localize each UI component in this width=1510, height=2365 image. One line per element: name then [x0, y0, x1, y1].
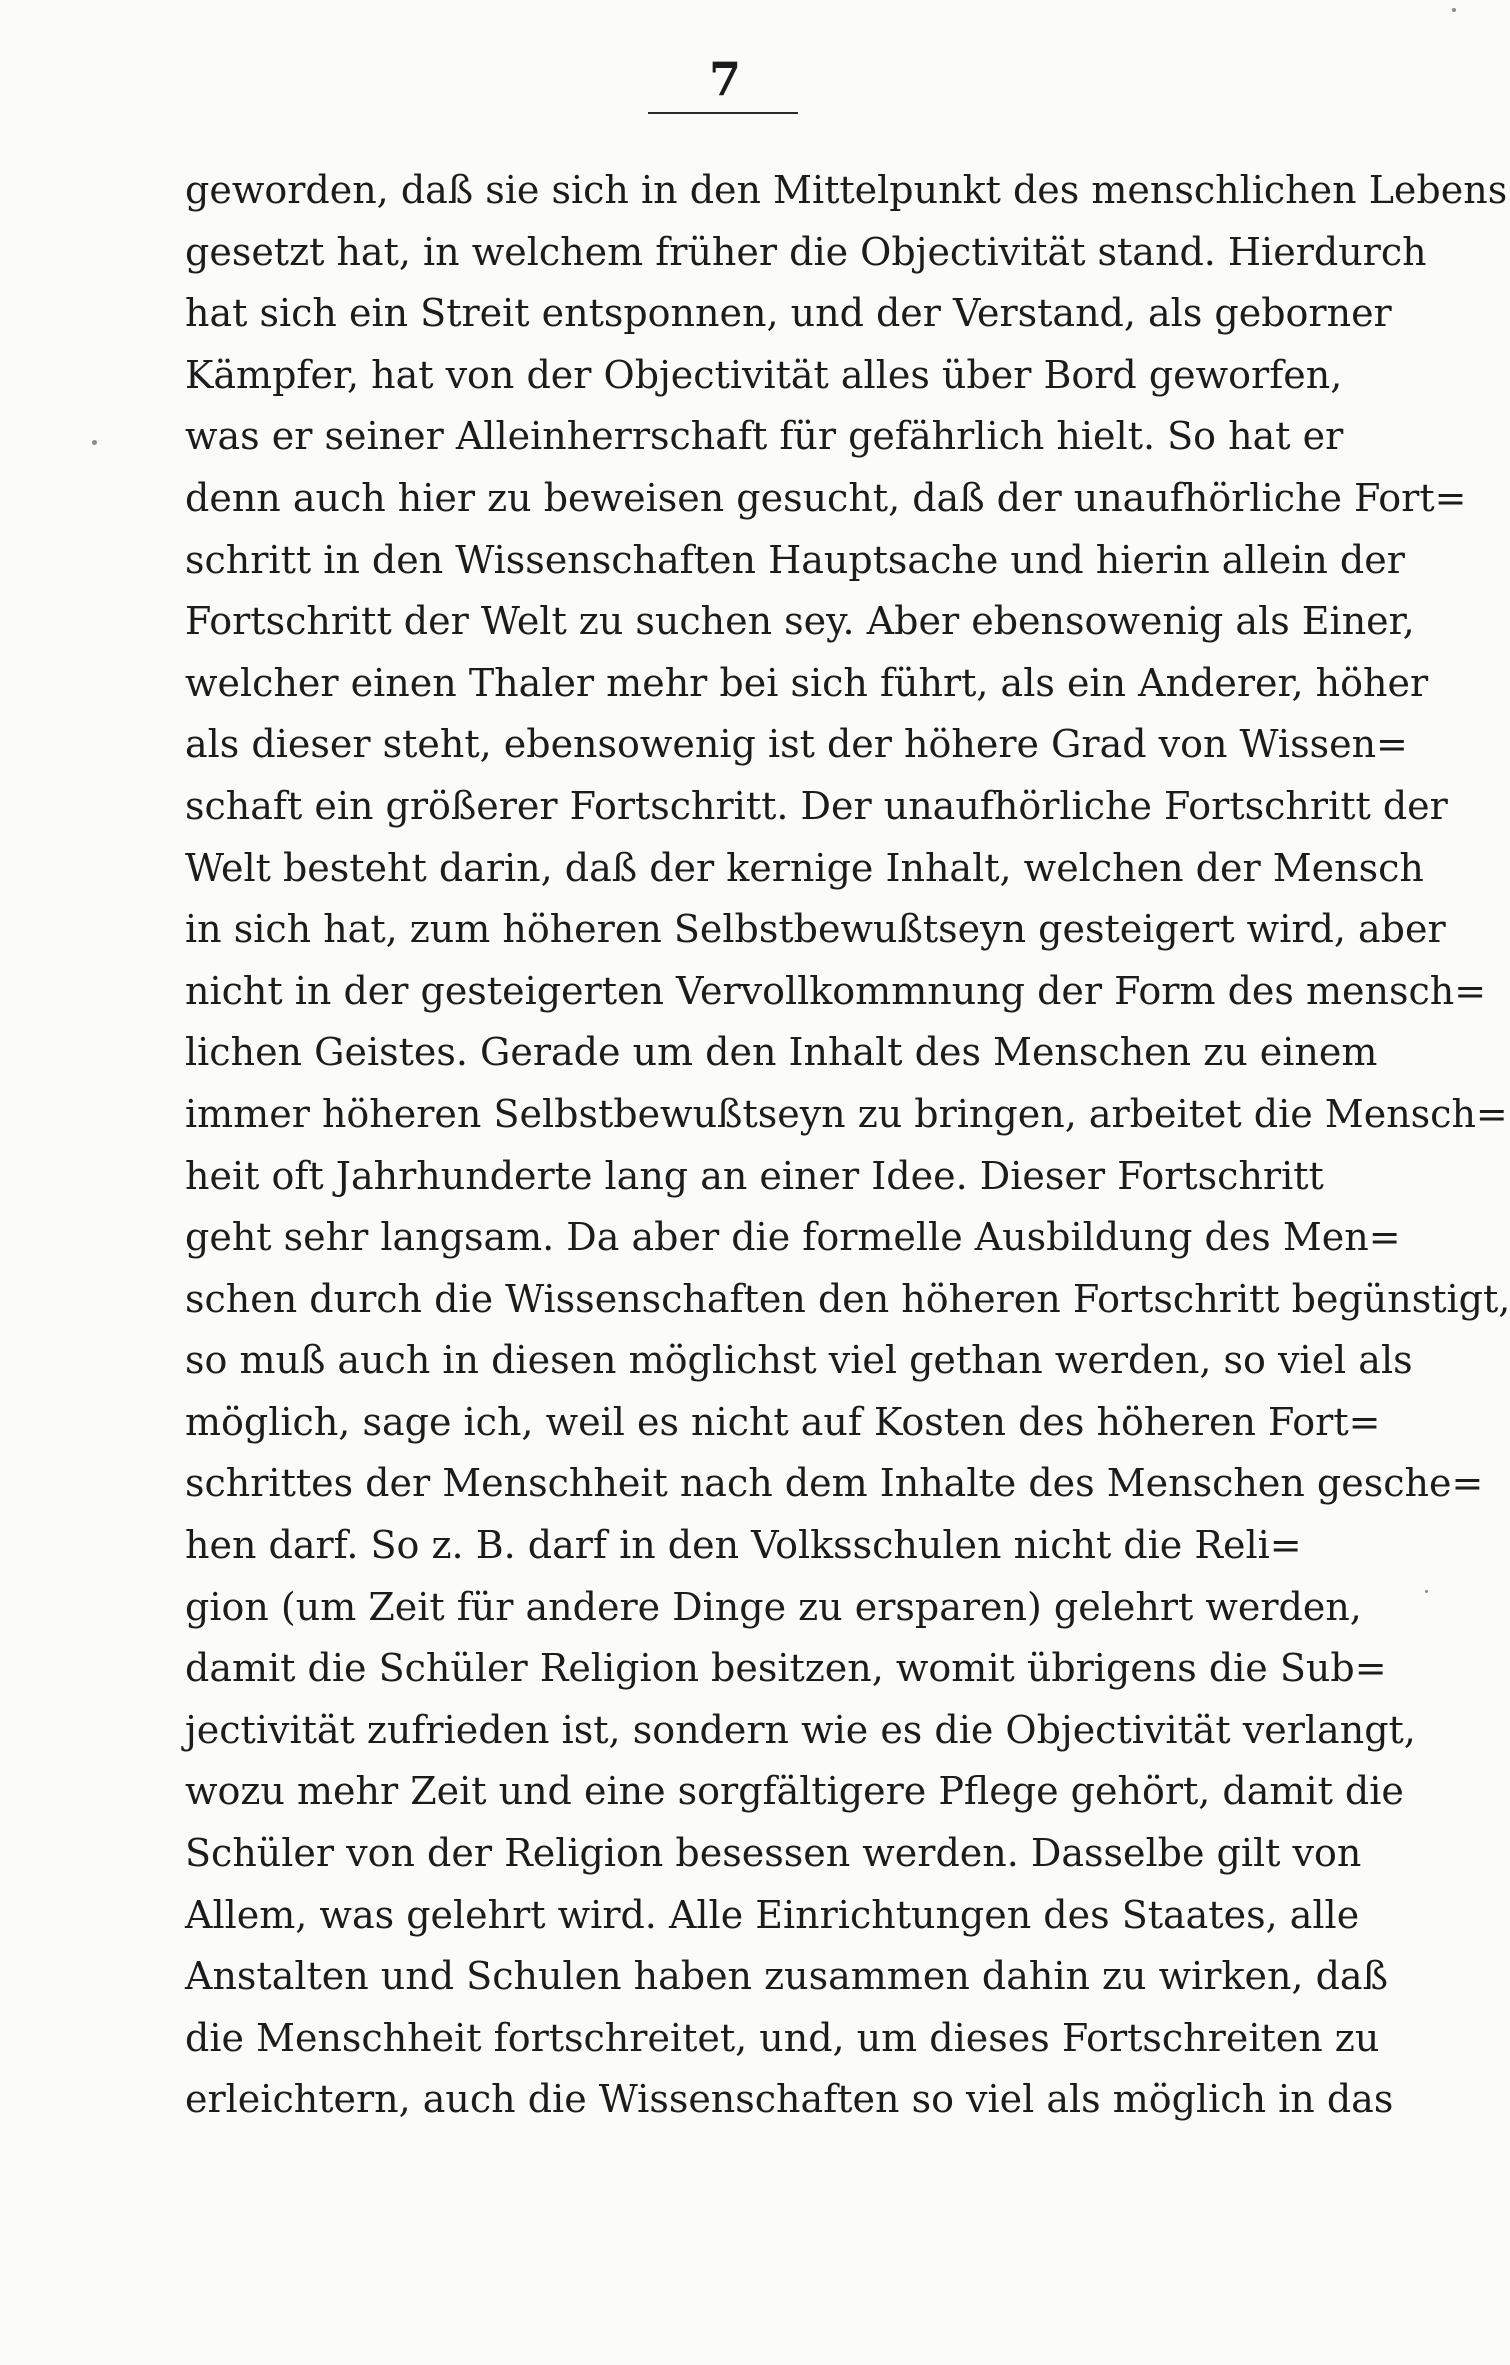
header-rule: [648, 112, 798, 114]
text-line: welcher einen Thaler mehr bei sich führt, als ein Anderer, höher: [185, 660, 1429, 705]
text-line: gesetzt hat, in welchem früher die Objectivität stand. Hierdurch: [185, 229, 1427, 274]
text-line: denn auch hier zu beweisen gesucht, daß der unaufhörliche Fort=: [185, 475, 1467, 520]
text-line: Kämpfer, hat von der Objectivität alles über Bord geworfen,: [185, 352, 1343, 397]
text-line: möglich, sage ich, weil es nicht auf Kosten des höheren Fort=: [185, 1399, 1381, 1444]
text-line: lichen Geistes. Gerade um den Inhalt des Menschen zu einem: [185, 1030, 1378, 1075]
body-text: [185, 160, 1510, 2131]
text-line: Fortschritt der Welt zu suchen sey. Aber ebensowenig als Einer,: [185, 599, 1415, 644]
text-line: schrittes der Menschheit nach dem Inhalte des Menschen gesche=: [185, 1461, 1484, 1506]
text-line: schen durch die Wissenschaften den höheren Fortschritt begünstigt,: [185, 1276, 1510, 1321]
text-line: damit die Schüler Religion besitzen, womit übrigens die Sub=: [185, 1646, 1387, 1691]
text-line: gion (um Zeit für andere Dinge zu ersparen) gelehrt werden,: [185, 1584, 1362, 1629]
text-line: jectivität zufrieden ist, sondern wie es die Objectivität verlangt,: [185, 1707, 1416, 1752]
text-line: nicht in der gesteigerten Vervollkommnung der Form des mensch=: [185, 968, 1487, 1013]
text-line: immer höheren Selbstbewußtseyn zu bringen, arbeitet die Mensch=: [185, 1091, 1508, 1136]
paper-speck: [92, 440, 97, 445]
text-line: geht sehr langsam. Da aber die formelle Ausbildung des Men=: [185, 1215, 1401, 1260]
text-line: wozu mehr Zeit und eine sorgfältigere Pflege gehört, damit die: [185, 1769, 1404, 1814]
text-line: als dieser steht, ebensowenig ist der höhere Grad von Wissen=: [185, 722, 1408, 767]
text-line: hat sich ein Streit entsponnen, und der Verstand, als geborner: [185, 291, 1392, 336]
text-line: in sich hat, zum höheren Selbstbewußtseyn gesteigert wird, aber: [185, 907, 1446, 952]
text-line: geworden, daß sie sich in den Mittelpunkt des menschlichen Lebens: [185, 168, 1508, 212]
text-line: was er seiner Alleinherrschaft für gefährlich hielt. So hat er: [185, 414, 1344, 459]
text-line: schaft ein größerer Fortschritt. Der unaufhörliche Fortschritt der: [185, 783, 1448, 828]
text-line: erleichtern, auch die Wissenschaften so viel als möglich in das: [185, 2077, 1394, 2122]
paper-speck: [1425, 1590, 1428, 1593]
text-line: die Menschheit fortschreitet, und, um dieses Fortschreiten zu: [185, 2015, 1380, 2060]
text-line: Allem, was gelehrt wird. Alle Einrichtungen des Staates, alle: [185, 1892, 1360, 1937]
text-line: hen darf. So z. B. darf in den Volksschulen nicht die Reli=: [185, 1523, 1302, 1568]
text-line: schritt in den Wissenschaften Hauptsache und hierin allein der: [185, 537, 1405, 582]
page-number: 7: [708, 52, 741, 106]
text-line: Schüler von der Religion besessen werden. Dasselbe gilt von: [185, 1831, 1362, 1876]
text-line: heit oft Jahrhunderte lang an einer Idee. Dieser Fortschritt: [185, 1153, 1324, 1198]
text-line: so muß auch in diesen möglichst viel gethan werden, so viel als: [185, 1338, 1413, 1383]
text-line: Welt besteht darin, daß der kernige Inhalt, welchen der Mensch: [185, 845, 1424, 890]
text-line: Anstalten und Schulen haben zusammen dahin zu wirken, daß: [185, 1954, 1388, 1999]
paper-speck: [1452, 8, 1456, 12]
